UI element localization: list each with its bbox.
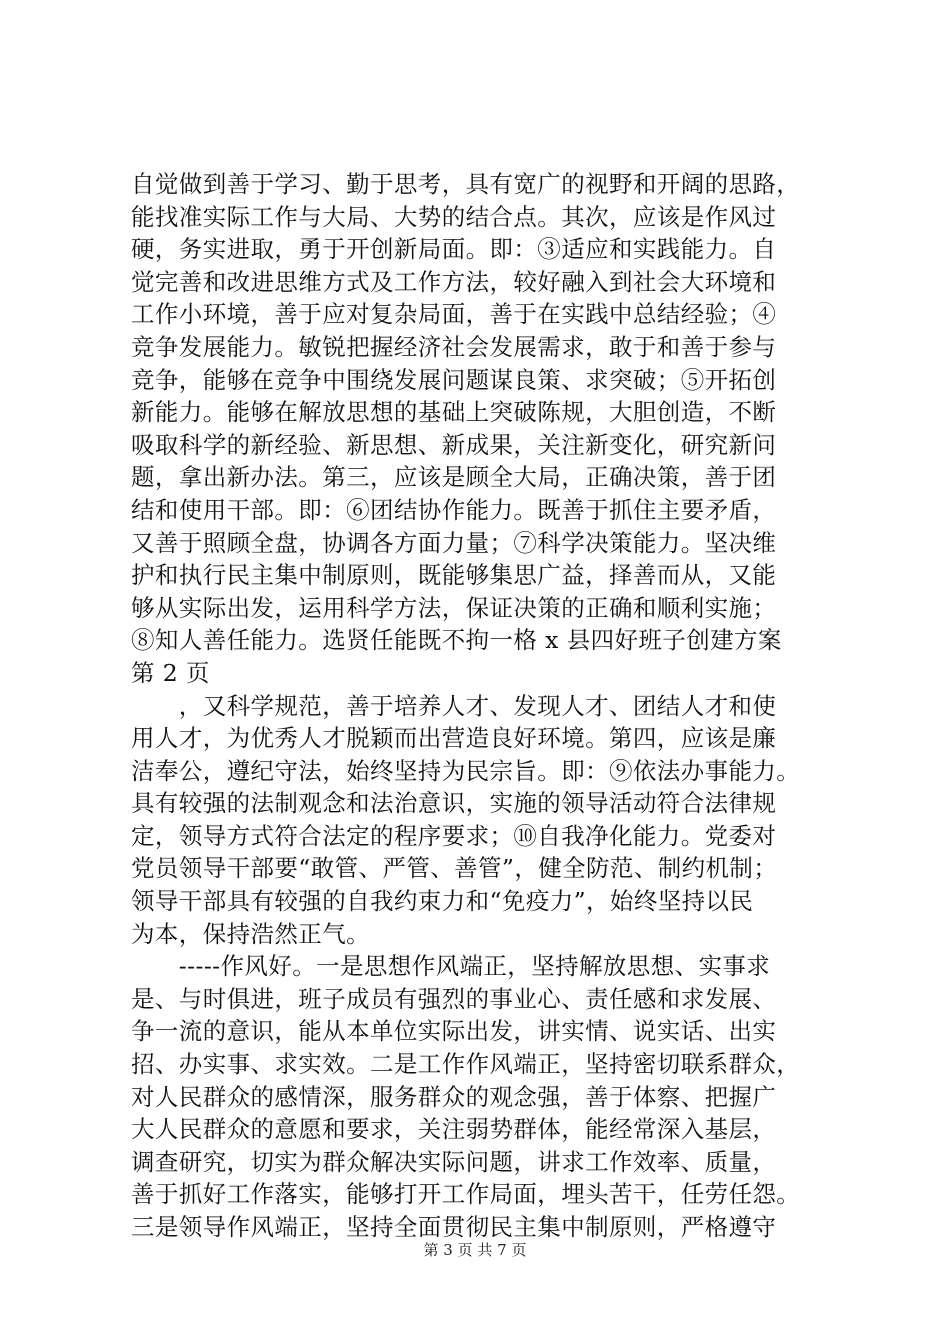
body-text [131, 168, 831, 1244]
text-line: 为本，保持浩然正气。 [131, 919, 370, 948]
text-line: 对人民群众的感情深，服务群众的观念强，善于体察、把握广 [131, 1082, 777, 1111]
text-line: 三是领导作风端正，坚持全面贯彻民主集中制原则，严格遵守 [131, 1213, 777, 1241]
text-line: -----作风好。一是思想作风端正，坚持解放思想、实事求 [131, 952, 771, 981]
text-line: 竞争，能够在竞争中围绕发展问题谋良策、求突破；⑤开拓创 [131, 365, 777, 394]
text-line: 争一流的意识，能从本单位实际出发，讲实情、说实话、出实 [131, 1017, 777, 1046]
text-line: 够从实际出发，运用科学方法，保证决策的正确和顺利实施； [131, 593, 777, 622]
text-line: 招、办实事、求实效。二是工作作风端正，坚持密切联系群众， [131, 1050, 801, 1079]
text-line: 大人民群众的意愿和要求，关注弱势群体，能经常深入基层， [131, 1115, 777, 1144]
page-number-label: 第 3 页 共 7 页 [423, 1241, 527, 1259]
text-line: 吸取科学的新经验、新思想、新成果，关注新变化，研究新问 [131, 430, 777, 459]
text-line: 善于抓好工作落实，能够打开工作局面，埋头苦干，任劳任怨。 [131, 1180, 801, 1209]
text-line: 能找准实际工作与大局、大势的结合点。其次，应该是作风过 [131, 202, 777, 231]
text-line: 护和执行民主集中制原则，既能够集思广益，择善而从，又能 [131, 561, 777, 590]
text-line: 党员领导干部要“敢管、严管、善管”，健全防范、制约机制； [131, 854, 778, 883]
text-line: 是、与时俱进，班子成员有强烈的事业心、责任感和求发展、 [131, 984, 777, 1013]
text-line: 竞争发展能力。敏锐把握经济社会发展需求，敢于和善于参与 [131, 332, 777, 361]
text-line: 具有较强的法制观念和法治意识，实施的领导活动符合法律规 [131, 789, 777, 818]
text-line: 自觉做到善于学习、勤于思考，具有宽广的视野和开阔的思路， [131, 170, 801, 198]
text-line: 新能力。能够在解放思想的基础上突破陈规，大胆创造，不断 [131, 398, 777, 427]
text-line: 定，领导方式符合法定的程序要求；⑩自我净化能力。党委对 [131, 821, 777, 850]
text-line: 觉完善和改进思维方式及工作方法，较好融入到社会大环境和 [131, 267, 777, 296]
text-line: 洁奉公，遵纪守法，始终坚持为民宗旨。即：⑨依法办事能力。 [131, 756, 801, 785]
text-line: 题，拿出新办法。第三，应该是顾全大局，正确决策，善于团 [131, 463, 777, 492]
text-line: 调查研究，切实为群众解决实际问题，讲求工作效率、质量， [131, 1147, 777, 1176]
text-line: 用人才，为优秀人才脱颖而出营造良好环境。第四，应该是廉 [131, 724, 777, 753]
text-line: 硬，务实进取，勇于开创新局面。即：③适应和实践能力。自 [131, 235, 777, 264]
page-footer [0, 1240, 950, 1260]
text-line: 结和使用干部。即：⑥团结协作能力。既善于抓住主要矛盾， [131, 495, 777, 524]
text-line: 又善于照顾全盘，协调各方面力量；⑦科学决策能力。坚决维 [131, 528, 777, 557]
text-line: 领导干部具有较强的自我约束力和“免疫力”，始终坚持以民 [131, 887, 754, 916]
inline-page-marker: 第 2 页 [131, 658, 210, 687]
text-line: 工作小环境，善于应对复杂局面，善于在实践中总结经验；④ [131, 300, 777, 329]
text-line: ⑧知人善任能力。选贤任能既不拘一格 x 县四好班子创建方案 [131, 626, 782, 655]
text-line: ，又科学规范，善于培养人才、发现人才、团结人才和使 [131, 691, 777, 720]
